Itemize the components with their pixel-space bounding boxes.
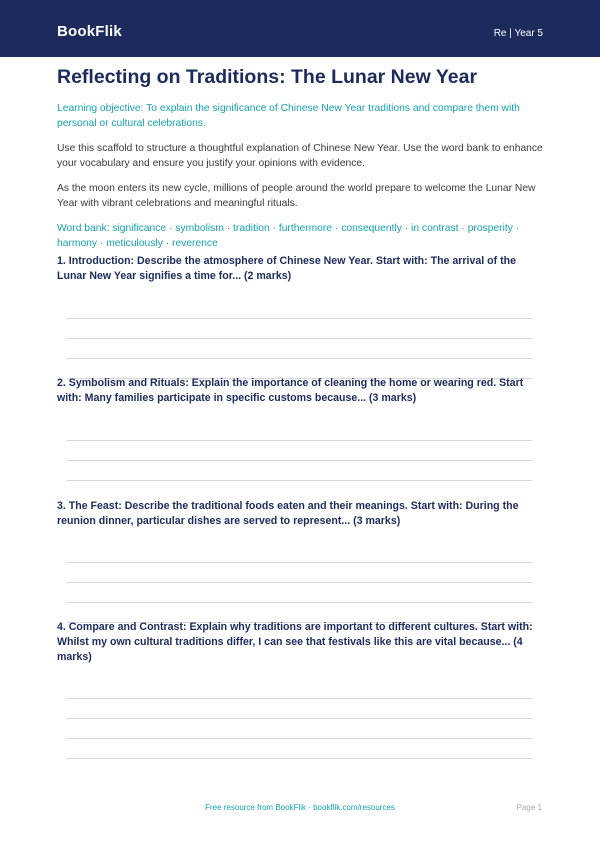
answer-line[interactable] xyxy=(67,358,532,359)
answer-line[interactable] xyxy=(67,460,532,461)
question-3: 3. The Feast: Describe the traditional foods eaten and their meanings. Start with: During the reunion dinner, particular dishes are served to represent... (3 marks) xyxy=(57,500,519,527)
document-intro xyxy=(57,66,543,251)
answer-line[interactable] xyxy=(67,698,532,699)
answer-line[interactable] xyxy=(67,602,532,603)
question-1: 1. Introduction: Describe the atmosphere of Chinese New Year. Start with: The arrival of the Lunar New Year signifies a time for... (2 marks) xyxy=(57,255,516,282)
answer-line[interactable] xyxy=(67,582,532,583)
answer-line[interactable] xyxy=(67,562,532,563)
word-bank: Word bank: significance · symbolism · tradition · furthermore · consequently · in contrast · prosperity · harmony · meticulously · reverence xyxy=(57,223,520,249)
answer-line[interactable] xyxy=(67,758,532,759)
question-2: 2. Symbolism and Rituals: Explain the importance of cleaning the home or wearing red. Start with: Many families participate in specific customs because... (3 marks) xyxy=(57,377,524,404)
page-number: Page 1 xyxy=(516,803,542,812)
footer-resource-link[interactable]: Free resource from BookFlik · bookflik.com/resources xyxy=(205,803,395,812)
page-title: Reflecting on Traditions: The Lunar New Year xyxy=(57,66,478,88)
header-bar xyxy=(0,0,600,57)
answer-line[interactable] xyxy=(67,338,532,339)
answer-line[interactable] xyxy=(67,480,532,481)
answer-line[interactable] xyxy=(67,440,532,441)
answer-line[interactable] xyxy=(67,718,532,719)
context-paragraph: As the moon enters its new cycle, millions of people around the world prepare to welcome the Lunar New Year with vibrant celebrations and meaningful rituals. xyxy=(57,183,536,209)
learning-objective: Learning objective: To explain the significance of Chinese New Year traditions and compare them with personal or cultural celebrations. xyxy=(57,103,520,129)
instructions-paragraph: Use this scaffold to structure a thoughtful explanation of Chinese New Year. Use the word bank to enhance your vocabulary and ensure you justify your opinions with evidence. xyxy=(57,143,543,169)
brand-logo-text: BookFlik xyxy=(57,23,122,40)
question-4: 4. Compare and Contrast: Explain why traditions are important to different cultures. Start with: Whilst my own cultural traditions differ, I can see that festivals like this are vital because... (4 marks) xyxy=(57,621,533,663)
answer-line[interactable] xyxy=(67,738,532,739)
subject-year-label: Re | Year 5 xyxy=(493,28,543,39)
answer-line[interactable] xyxy=(67,318,532,319)
